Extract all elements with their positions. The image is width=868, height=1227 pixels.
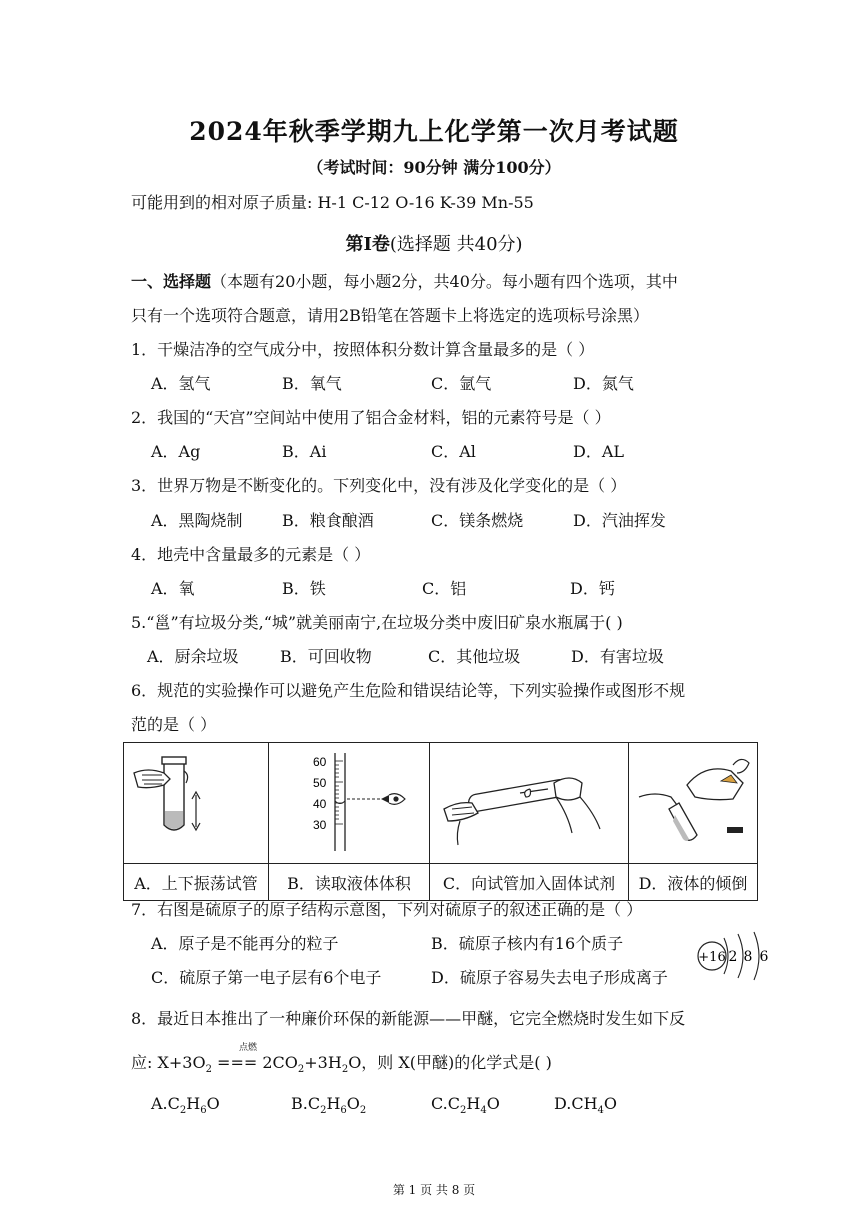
nucleus-charge: +16	[698, 950, 726, 965]
question-7-option-a[interactable]: A．原子是不能再分的粒子	[151, 934, 339, 953]
figure-a-caption: A．上下振荡试管	[124, 864, 269, 901]
question-6-stem-2: 范的是（ ）	[131, 715, 217, 734]
opt-c-mid: H	[466, 1094, 481, 1113]
opt-a-sub-2: 6	[200, 1105, 207, 1117]
question-4-option-a[interactable]: A．氧	[151, 579, 195, 598]
reaction-condition: 点燃	[239, 1043, 258, 1053]
opt-d-mid: O	[603, 1094, 618, 1113]
question-5-option-d[interactable]: D．有害垃圾	[571, 647, 664, 666]
opt-a-mid: H	[186, 1094, 201, 1113]
opt-c-pre: C.C	[431, 1094, 460, 1113]
section-rest: (选择题 共40分)	[389, 234, 523, 255]
question-3-option-c[interactable]: C．镁条燃烧	[431, 511, 524, 530]
tick-label-50: 50	[313, 776, 327, 790]
tick-label-30: 30	[313, 818, 327, 832]
eq-part-3: +3H	[304, 1053, 342, 1072]
shell-3-electrons: 6	[759, 949, 769, 965]
question-1-option-a[interactable]: A．氢气	[151, 374, 211, 393]
question-3-option-a[interactable]: A．黑陶烧制	[151, 511, 243, 530]
question-6-stem-1: 6．规范的实验操作可以避免产生危险和错误结论等，下列实验操作或图形不规	[131, 681, 686, 700]
question-8-option-d[interactable]	[554, 1093, 617, 1122]
instructions-text-1: （本题有20小题，每小题2分，共40分。每小题有四个选项，其中	[211, 272, 678, 291]
opt-c-sub-1: 2	[460, 1105, 467, 1117]
graduated-cylinder-figure	[269, 743, 429, 859]
shell-2-electrons: 8	[743, 949, 753, 965]
eq-sub-2: 2	[297, 1064, 305, 1076]
opt-b-sub-3: 2	[359, 1105, 367, 1117]
question-2-option-b[interactable]: B．Ai	[282, 442, 327, 461]
question-7-option-d[interactable]: D．硫原子容易失去电子形成离子	[431, 968, 668, 987]
opt-b-pre: B.C	[291, 1094, 321, 1113]
opt-c-sub-2: 4	[480, 1105, 487, 1117]
question-5-stem: 5.“邕”有垃圾分类,“城”就美丽南宁,在垃圾分类中废旧矿泉水瓶属于( )	[131, 613, 623, 632]
figure-b-cell[interactable]	[269, 743, 430, 864]
eq-part-2: === 2CO	[211, 1053, 298, 1072]
eq-part-1: 应: X+3O	[131, 1053, 206, 1072]
question-4-stem: 4．地壳中含量最多的元素是（ ）	[131, 545, 371, 564]
question-8-option-b[interactable]	[291, 1093, 366, 1122]
question-2-option-c[interactable]: C．Al	[431, 442, 476, 461]
question-4-option-d[interactable]: D．钙	[570, 579, 615, 598]
opt-b-mid: H	[326, 1094, 341, 1113]
opt-a-pre: A.C	[151, 1094, 180, 1113]
question-7-option-c[interactable]: C．硫原子第一电子层有6个电子	[151, 968, 382, 987]
exam-info: （考试时间：90分钟 满分100分）	[307, 158, 561, 177]
question-8-option-c[interactable]	[431, 1093, 500, 1122]
shake-test-tube-figure	[124, 743, 268, 859]
question-1-stem: 1．干燥洁净的空气成分中，按照体积分数计算含量最多的是（ ）	[131, 340, 595, 359]
sulfur-atom-diagram	[692, 926, 772, 982]
question-7-stem: 7．右图是硫原子的原子结构示意图，下列对硫原子的叙述正确的是（ ）	[131, 900, 643, 919]
opt-b-sub-2: 6	[340, 1105, 347, 1117]
question-5-option-b[interactable]: B．可回收物	[280, 647, 372, 666]
opt-d-sub-1: 4	[597, 1105, 604, 1117]
question-2-stem: 2．我国的“天宫”空间站中使用了铝合金材料，铝的元素符号是（ ）	[131, 408, 611, 427]
figure-a-cell[interactable]	[124, 743, 269, 864]
opt-b-sub-1: 2	[320, 1105, 327, 1117]
question-2-option-d[interactable]: D．AL	[573, 442, 625, 461]
question-4-option-c[interactable]: C．铝	[422, 579, 467, 598]
eq-sub-1: 2	[205, 1064, 212, 1076]
question-8-equation	[131, 1052, 552, 1081]
page-footer: 第 1 页 共 8 页	[392, 1183, 476, 1197]
instructions-bold: 一、选择题	[131, 272, 212, 291]
figure-d-caption: D．液体的倾倒	[629, 864, 758, 901]
tick-label-60: 60	[313, 755, 327, 769]
question-7-option-b[interactable]: B．硫原子核内有16个质子	[431, 934, 624, 953]
atomic-masses: 可能用到的相对原子质量: H-1 C-12 O-16 K-39 Mn-55	[131, 193, 534, 212]
question-1-option-b[interactable]: B．氧气	[282, 374, 342, 393]
question-6-table	[123, 742, 758, 901]
question-3-option-d[interactable]: D．汽油挥发	[573, 511, 666, 530]
opt-a-post: O	[206, 1094, 220, 1113]
page-title: 2024年秋季学期九上化学第一次月考试题	[189, 117, 679, 146]
instructions-line-1	[131, 271, 678, 293]
question-1-option-d[interactable]: D．氮气	[573, 374, 634, 393]
pour-liquid-figure	[629, 743, 757, 859]
question-2-option-a[interactable]: A．Ag	[151, 442, 201, 461]
figure-c-caption: C．向试管加入固体试剂	[430, 864, 629, 901]
eq-part-4: O，则 X(甲醚)的化学式是( )	[348, 1053, 552, 1072]
opt-c-post: O	[486, 1094, 500, 1113]
question-3-stem: 3．世界万物是不断变化的。下列变化中，没有涉及化学变化的是（ ）	[131, 476, 627, 495]
instructions-line-2: 只有一个选项符合题意，请用2B铅笔在答题卡上将选定的选项标号涂黑）	[131, 306, 649, 325]
question-3-option-b[interactable]: B．粮食酿酒	[282, 511, 374, 530]
figure-c-cell[interactable]	[430, 743, 629, 864]
section-bold: 第Ⅰ卷	[345, 234, 390, 255]
question-1-option-c[interactable]: C．氩气	[431, 374, 492, 393]
tick-label-40: 40	[313, 797, 327, 811]
question-5-option-a[interactable]: A．厨余垃圾	[147, 647, 239, 666]
opt-b-post: O	[346, 1094, 360, 1113]
question-4-option-b[interactable]: B．铁	[282, 579, 326, 598]
question-8-stem-1: 8．最近日本推出了一种廉价环保的新能源——甲醚，它完全燃烧时发生如下反	[131, 1009, 686, 1028]
opt-a-sub-1: 2	[179, 1105, 187, 1117]
figure-b-caption: B．读取液体体积	[269, 864, 430, 901]
section-heading	[0, 230, 868, 256]
eq-sub-3: 2	[341, 1064, 349, 1076]
question-8-option-a[interactable]	[151, 1093, 220, 1122]
figure-d-cell[interactable]	[629, 743, 758, 864]
question-5-option-c[interactable]: C．其他垃圾	[428, 647, 521, 666]
opt-d-pre: D.CH	[554, 1094, 598, 1113]
shell-1-electrons: 2	[728, 949, 738, 965]
add-solid-reagent-figure	[430, 743, 628, 859]
